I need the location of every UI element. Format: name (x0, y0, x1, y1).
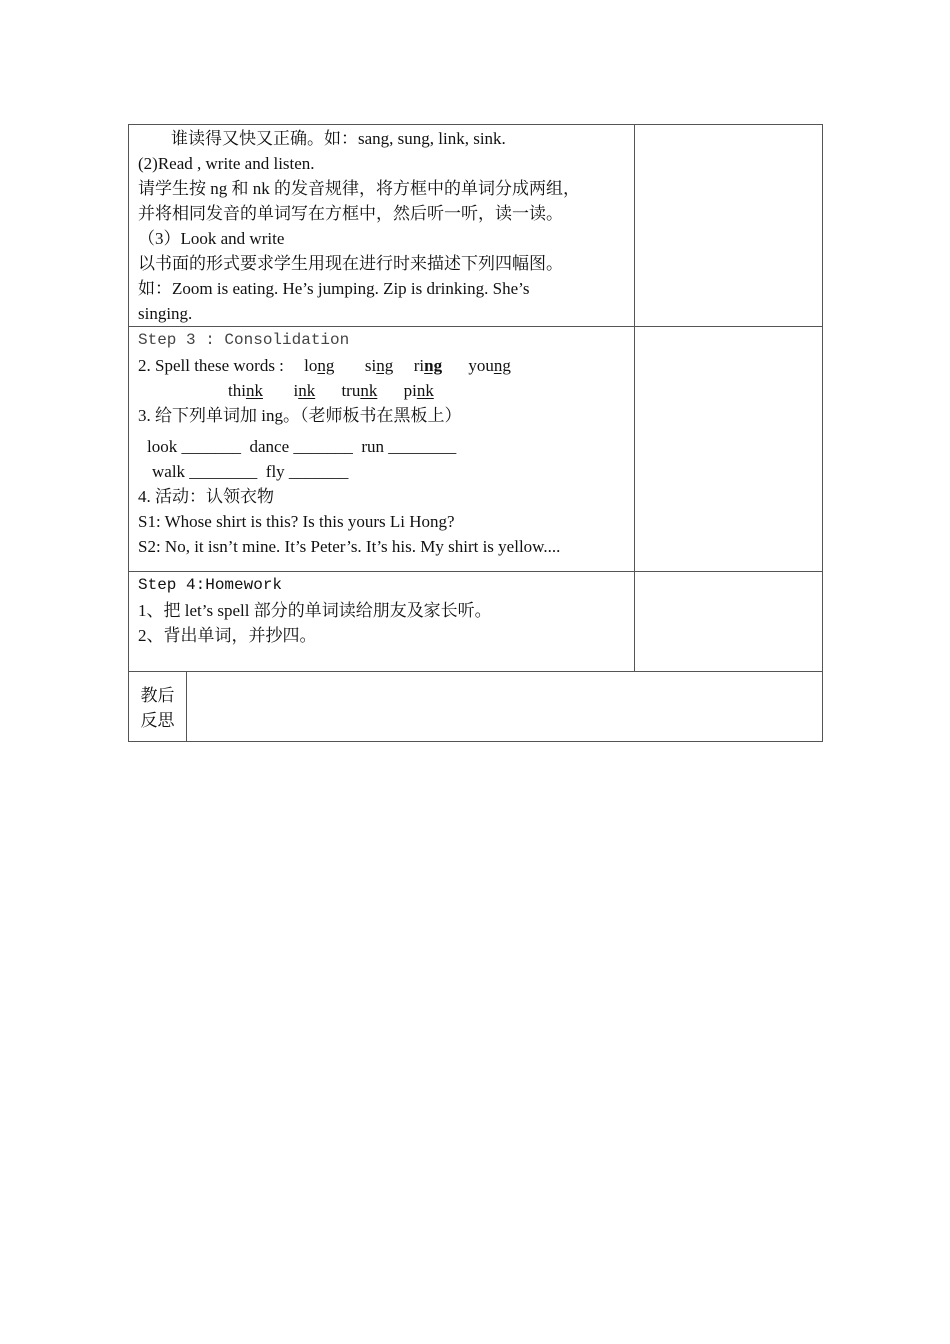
step2-line-8: singing. (138, 304, 193, 323)
step2-content-cell (129, 125, 635, 327)
reflection-row (129, 672, 823, 742)
dialogue-s2: S2: No, it isn’t mine. It’s Peter’s. It’s his. My shirt is yellow.... (138, 537, 561, 556)
step2-line-1: 谁读得又快又正确。如：sang, sung, link, sink. (171, 129, 506, 148)
spell-word-think: think (228, 381, 263, 400)
step2-line-3: 请学生按 ng 和 nk 的发音规律，将方框中的单词分成两组， (138, 179, 580, 198)
step2-line-2: (2)Read , write and listen. (138, 154, 315, 173)
spell-ng-line (138, 353, 625, 378)
step3-heading: Step 3 : Consolidation (138, 331, 350, 349)
spell-word-sing: sing (364, 356, 394, 375)
lesson-plan-table (128, 124, 823, 742)
step3-notes-cell (635, 327, 823, 572)
activity-title: 4. 活动：认领衣物 (138, 487, 274, 506)
step2-line-7: 如：Zoom is eating. He’s jumping. Zip is drinking. She’s (138, 279, 530, 298)
step3-content-cell (129, 327, 635, 572)
step2-line-5: （3）Look and write (138, 229, 285, 248)
step4-heading: Step 4:Homework (138, 576, 283, 594)
homework-item-1: 1、把 let’s spell 部分的单词读给朋友及家长听。 (138, 601, 492, 620)
step2-row (129, 125, 823, 327)
spell-word-pink: pink (403, 381, 434, 400)
ing-row-1: look _______ dance _______ run ________ (147, 437, 457, 456)
step3-row (129, 327, 823, 572)
ing-row-2: walk ________ fly _______ (152, 462, 349, 481)
step4-notes-cell (635, 572, 823, 672)
step2-notes-cell (635, 125, 823, 327)
ing-task: 3. 给下列单词加 ing。（老师板书在黑板上） (138, 406, 462, 425)
reflection-label-line-2: 反思 (140, 711, 175, 730)
spell-word-ink: ink (293, 381, 316, 400)
reflection-label-cell (129, 672, 187, 742)
spell-nk-line (138, 378, 625, 403)
spell-word-long: long (304, 356, 335, 375)
reflection-label-line-1: 教后 (140, 686, 175, 705)
spell-word-young: young (468, 356, 511, 375)
spell-word-trunk: trunk (341, 381, 378, 400)
step2-line-4: 并将相同发音的单词写在方框中，然后听一听，读一读。 (138, 204, 563, 223)
spell-label: 2. Spell these words : (138, 356, 284, 375)
step2-line-6: 以书面的形式要求学生用现在进行时来描述下列四幅图。 (138, 254, 563, 273)
step4-content-cell (129, 572, 635, 672)
homework-item-2: 2、背出单词，并抄四。 (138, 626, 317, 645)
reflection-content-cell[interactable] (187, 672, 823, 742)
dialogue-s1: S1: Whose shirt is this? Is this yours Li Hong? (138, 512, 455, 531)
step4-row (129, 572, 823, 672)
spell-word-ring: ring (413, 356, 443, 375)
